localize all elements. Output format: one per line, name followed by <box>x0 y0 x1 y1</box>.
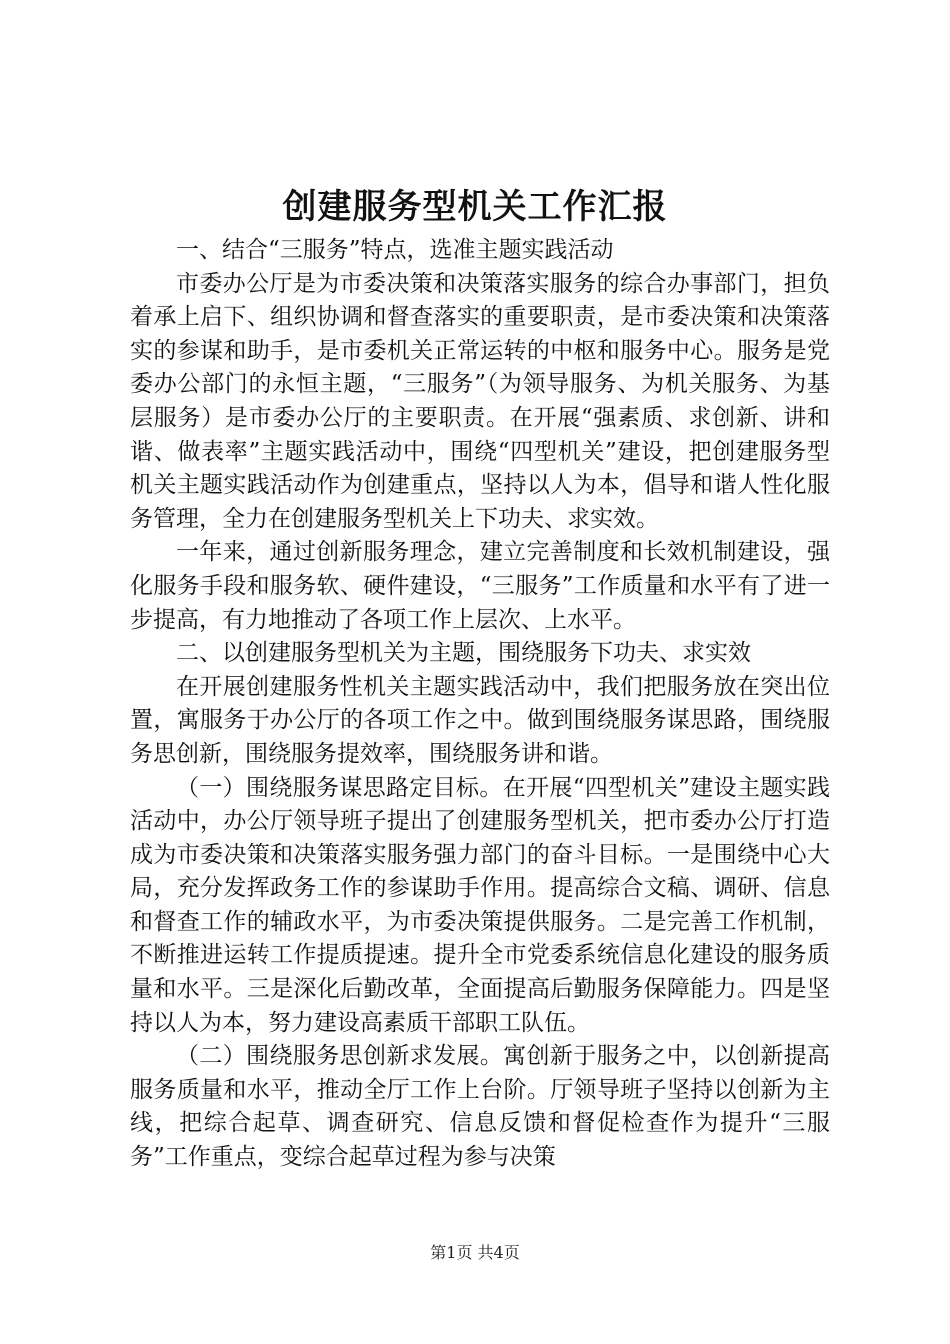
paragraph: （一）围绕服务谋思路定目标。在开展“四型机关”建设主题实践活动中，办公厅领导班子提出了创建服务型机关，把市委办公厅打造成为市委决策和决策落实服务强力部门的奋斗目标。一是围绕中心大局，充分发挥政务工作的参谋助手作用。提高综合文稿、调研、信息和督查工作的辅政水平，为市委决策提供服务。二是完善工作机制，不断推进运转工作提质提速。提升全市党委系统信息化建设的服务质量和水平。三是深化后勤改革，全面提高后勤服务保障能力。四是坚持以人为本，努力建设高素质干部职工队伍。 <box>130 774 830 1036</box>
paragraph: 在开展创建服务性机关主题实践活动中，我们把服务放在突出位置，寓服务于办公厅的各项工作之中。做到围绕服务谋思路，围绕服务思创新，围绕服务提效率，围绕服务讲和谐。 <box>130 673 830 767</box>
section-heading-2: 二、以创建服务型机关为主题，围绕服务下功夫、求实效 <box>176 640 751 667</box>
paragraph: （二）围绕服务思创新求发展。寓创新于服务之中，以创新提高服务质量和水平，推动全厅工作上台阶。厅领导班子坚持以创新为主线，把综合起草、调查研究、信息反馈和督促检查作为提升“三服务”工作重点，变综合起草过程为参与决策 <box>130 1043 830 1171</box>
paragraph: 市委办公厅是为市委决策和决策落实服务的综合办事部门，担负着承上启下、组织协调和督查落实的重要职责，是市委决策和决策落实的参谋和助手，是市委机关正常运转的中枢和服务中心。服务是党委办公部门的永恒主题，“三服务”（为领导服务、为机关服务、为基层服务）是市委办公厅的主要职责。在开展“强素质、求创新、讲和谐、做表率”主题实践活动中，围绕“四型机关”建设，把创建服务型机关主题实践活动作为创建重点，坚持以人为本，倡导和谐人性化服务管理，全力在创建服务型机关上下功夫、求实效。 <box>130 270 830 532</box>
document-body <box>130 234 830 1175</box>
paragraph: 一年来，通过创新服务理念，建立完善制度和长效机制建设，强化服务手段和服务软、硬件建设，“三服务”工作质量和水平有了进一步提高，有力地推动了各项工作上层次、上水平。 <box>130 539 830 633</box>
section-heading-1: 一、结合“三服务”特点，选准主题实践活动 <box>176 237 614 263</box>
page-title: 创建服务型机关工作汇报 <box>282 187 668 227</box>
page-footer: 第1页 共4页 <box>430 1243 520 1262</box>
